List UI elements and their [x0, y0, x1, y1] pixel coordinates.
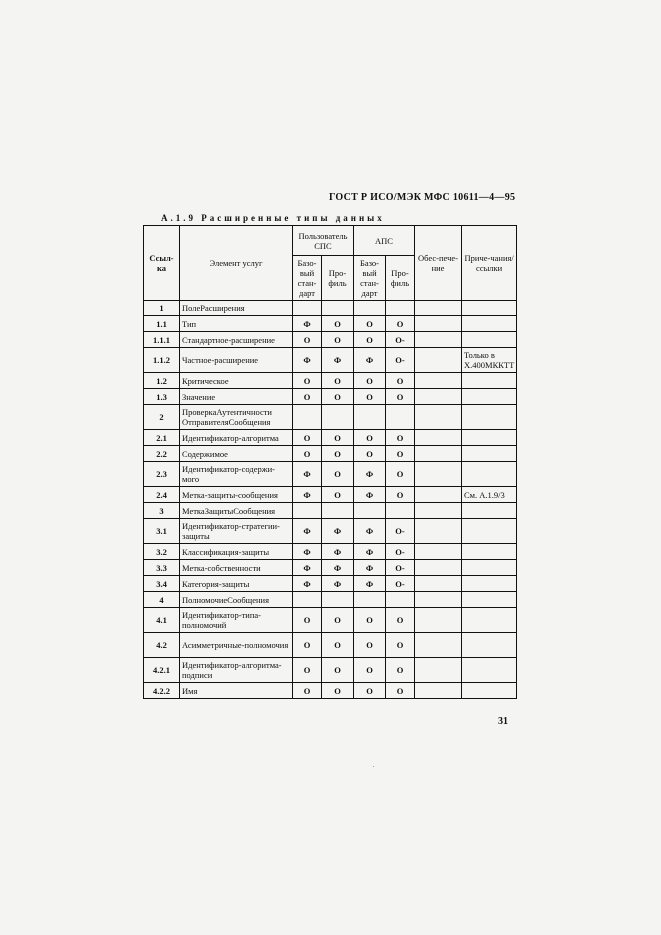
- user-base-cell: О: [293, 683, 322, 699]
- table-row: [144, 658, 517, 683]
- stray-mark: .: [373, 763, 375, 769]
- table-row: [144, 462, 517, 487]
- ans-base-cell: [354, 592, 386, 608]
- ans-profile-cell: О: [386, 633, 415, 658]
- user-profile-cell: Ф: [322, 576, 354, 592]
- table-row: [144, 633, 517, 658]
- support-cell: [415, 316, 462, 332]
- notes-cell: [462, 316, 517, 332]
- user-base-cell: Ф: [293, 544, 322, 560]
- support-cell: [415, 487, 462, 503]
- ref-cell: 1.3: [144, 389, 180, 405]
- ans-base-cell: [354, 405, 386, 430]
- ans-base-cell: Ф: [354, 544, 386, 560]
- table-row: [144, 544, 517, 560]
- notes-cell: [462, 446, 517, 462]
- services-table: [143, 225, 517, 699]
- element-cell: Идентификатор-алгоритма: [180, 430, 293, 446]
- support-cell: [415, 503, 462, 519]
- table-head: [144, 226, 517, 301]
- table-row: [144, 503, 517, 519]
- notes-cell: [462, 544, 517, 560]
- user-base-cell: Ф: [293, 348, 322, 373]
- ref-cell: 2.3: [144, 462, 180, 487]
- user-base-cell: О: [293, 430, 322, 446]
- user-profile-cell: [322, 503, 354, 519]
- user-base-cell: Ф: [293, 519, 322, 544]
- ref-cell: 4: [144, 592, 180, 608]
- ans-base-cell: Ф: [354, 560, 386, 576]
- user-profile-cell: [322, 301, 354, 316]
- user-base-cell: О: [293, 373, 322, 389]
- ref-cell: 1: [144, 301, 180, 316]
- user-profile-cell: Ф: [322, 544, 354, 560]
- support-cell: [415, 332, 462, 348]
- notes-cell: [462, 301, 517, 316]
- ref-cell: 2.2: [144, 446, 180, 462]
- support-cell: [415, 608, 462, 633]
- user-base-cell: О: [293, 446, 322, 462]
- element-cell: Критическое: [180, 373, 293, 389]
- user-profile-cell: О: [322, 633, 354, 658]
- support-cell: [415, 576, 462, 592]
- header-user-base: Базо-вый стан-дарт: [293, 256, 322, 301]
- ans-profile-cell: [386, 405, 415, 430]
- user-profile-cell: О: [322, 373, 354, 389]
- user-profile-cell: О: [322, 389, 354, 405]
- ans-profile-cell: [386, 301, 415, 316]
- user-base-cell: Ф: [293, 316, 322, 332]
- table-body: [144, 301, 517, 699]
- notes-cell: [462, 405, 517, 430]
- support-cell: [415, 633, 462, 658]
- ans-base-cell: Ф: [354, 348, 386, 373]
- user-profile-cell: О: [322, 462, 354, 487]
- ref-cell: 4.2: [144, 633, 180, 658]
- ref-cell: 1.1: [144, 316, 180, 332]
- user-profile-cell: [322, 405, 354, 430]
- ref-cell: 2.1: [144, 430, 180, 446]
- ans-base-cell: О: [354, 658, 386, 683]
- element-cell: МеткаЗащитыСообщения: [180, 503, 293, 519]
- element-cell: Имя: [180, 683, 293, 699]
- user-profile-cell: О: [322, 658, 354, 683]
- ans-base-cell: Ф: [354, 576, 386, 592]
- ans-base-cell: О: [354, 316, 386, 332]
- user-base-cell: О: [293, 633, 322, 658]
- header-support: Обес-пече-ние: [415, 226, 462, 301]
- ans-base-cell: Ф: [354, 462, 386, 487]
- user-profile-cell: О: [322, 608, 354, 633]
- user-base-cell: О: [293, 658, 322, 683]
- user-base-cell: [293, 301, 322, 316]
- ans-profile-cell: О: [386, 316, 415, 332]
- notes-cell: [462, 633, 517, 658]
- support-cell: [415, 389, 462, 405]
- element-cell: Идентификатор-стратегии-защиты: [180, 519, 293, 544]
- element-cell: Категория-защиты: [180, 576, 293, 592]
- notes-cell: [462, 560, 517, 576]
- table-row: [144, 446, 517, 462]
- ans-base-cell: О: [354, 430, 386, 446]
- ans-profile-cell: О: [386, 389, 415, 405]
- ref-cell: 1.1.1: [144, 332, 180, 348]
- ans-base-cell: О: [354, 373, 386, 389]
- ref-cell: 3.2: [144, 544, 180, 560]
- table-row: [144, 519, 517, 544]
- ans-profile-cell: О: [386, 683, 415, 699]
- element-cell: ПроверкаАутентичности ОтправителяСообщения: [180, 405, 293, 430]
- table-row: [144, 560, 517, 576]
- support-cell: [415, 405, 462, 430]
- ref-cell: 2: [144, 405, 180, 430]
- support-cell: [415, 373, 462, 389]
- table-row: [144, 683, 517, 699]
- element-cell: ПолеРасширения: [180, 301, 293, 316]
- notes-cell: [462, 430, 517, 446]
- ans-profile-cell: О: [386, 487, 415, 503]
- table-row: [144, 430, 517, 446]
- notes-cell: [462, 389, 517, 405]
- support-cell: [415, 446, 462, 462]
- notes-cell: [462, 608, 517, 633]
- element-cell: Идентификатор-алгоритма-подписи: [180, 658, 293, 683]
- ref-cell: 4.2.1: [144, 658, 180, 683]
- support-cell: [415, 348, 462, 373]
- ans-profile-cell: О-: [386, 332, 415, 348]
- ans-base-cell: Ф: [354, 487, 386, 503]
- user-profile-cell: Ф: [322, 348, 354, 373]
- header-ans-base: Базо-вый стан-дарт: [354, 256, 386, 301]
- ref-cell: 3.1: [144, 519, 180, 544]
- header-ans-profile: Про-филь: [386, 256, 415, 301]
- document-header: ГОСТ Р ИСО/МЭК МФС 10611—4—95: [329, 192, 516, 203]
- header-ans: АПС: [354, 226, 415, 256]
- user-base-cell: О: [293, 332, 322, 348]
- table-caption: А.1.9 Расширенные типы данных: [161, 213, 385, 223]
- table-row: [144, 373, 517, 389]
- notes-cell: [462, 592, 517, 608]
- element-cell: Асимметричные-полномочия: [180, 633, 293, 658]
- user-profile-cell: О: [322, 683, 354, 699]
- element-cell: Идентификатор-содержи-мого: [180, 462, 293, 487]
- header-ref: Ссыл-ка: [144, 226, 180, 301]
- element-cell: Значение: [180, 389, 293, 405]
- user-profile-cell: О: [322, 487, 354, 503]
- notes-cell: [462, 462, 517, 487]
- ref-cell: 3.4: [144, 576, 180, 592]
- ref-cell: 4.2.2: [144, 683, 180, 699]
- notes-cell: [462, 576, 517, 592]
- user-profile-cell: О: [322, 316, 354, 332]
- user-base-cell: О: [293, 608, 322, 633]
- ans-profile-cell: [386, 592, 415, 608]
- ref-cell: 4.1: [144, 608, 180, 633]
- support-cell: [415, 301, 462, 316]
- table-row: [144, 487, 517, 503]
- user-base-cell: Ф: [293, 487, 322, 503]
- table-row: [144, 348, 517, 373]
- ans-base-cell: О: [354, 446, 386, 462]
- support-cell: [415, 560, 462, 576]
- ans-base-cell: О: [354, 332, 386, 348]
- ans-profile-cell: О-: [386, 519, 415, 544]
- page-number: 31: [498, 716, 508, 727]
- table-row: [144, 608, 517, 633]
- notes-cell: Только в Х.400МККТТ: [462, 348, 517, 373]
- ans-base-cell: О: [354, 389, 386, 405]
- support-cell: [415, 683, 462, 699]
- user-profile-cell: О: [322, 332, 354, 348]
- notes-cell: [462, 503, 517, 519]
- ans-profile-cell: О-: [386, 544, 415, 560]
- ans-profile-cell: О: [386, 430, 415, 446]
- notes-cell: [462, 683, 517, 699]
- user-base-cell: [293, 592, 322, 608]
- ref-cell: 1.2: [144, 373, 180, 389]
- element-cell: Тип: [180, 316, 293, 332]
- ans-profile-cell: О: [386, 608, 415, 633]
- support-cell: [415, 430, 462, 446]
- header-element: Элемент услуг: [180, 226, 293, 301]
- support-cell: [415, 462, 462, 487]
- ref-cell: 3: [144, 503, 180, 519]
- ans-profile-cell: [386, 503, 415, 519]
- table-row: [144, 405, 517, 430]
- ans-base-cell: [354, 503, 386, 519]
- table-row: [144, 389, 517, 405]
- element-cell: ПолномочиеСообщения: [180, 592, 293, 608]
- notes-cell: [462, 658, 517, 683]
- support-cell: [415, 658, 462, 683]
- element-cell: Метка-собственности: [180, 560, 293, 576]
- user-base-cell: Ф: [293, 560, 322, 576]
- user-base-cell: [293, 503, 322, 519]
- element-cell: Классификация-защиты: [180, 544, 293, 560]
- ans-base-cell: [354, 301, 386, 316]
- ans-profile-cell: О-: [386, 560, 415, 576]
- ans-base-cell: О: [354, 683, 386, 699]
- ans-base-cell: Ф: [354, 519, 386, 544]
- notes-cell: См. А.1.9/3: [462, 487, 517, 503]
- element-cell: Частное-расширение: [180, 348, 293, 373]
- table-row: [144, 332, 517, 348]
- user-base-cell: О: [293, 389, 322, 405]
- notes-cell: [462, 373, 517, 389]
- header-user-profile: Про-филь: [322, 256, 354, 301]
- ans-profile-cell: О-: [386, 576, 415, 592]
- support-cell: [415, 544, 462, 560]
- ans-base-cell: О: [354, 633, 386, 658]
- element-cell: Стандартное-расширение: [180, 332, 293, 348]
- user-profile-cell: [322, 592, 354, 608]
- ref-cell: 1.1.2: [144, 348, 180, 373]
- ref-cell: 2.4: [144, 487, 180, 503]
- element-cell: Метка-защиты-сообщения: [180, 487, 293, 503]
- ans-base-cell: О: [354, 608, 386, 633]
- ans-profile-cell: О-: [386, 348, 415, 373]
- ans-profile-cell: О: [386, 462, 415, 487]
- header-user: Пользователь СПС: [293, 226, 354, 256]
- user-profile-cell: Ф: [322, 560, 354, 576]
- element-cell: Идентификатор-типа-полномочий: [180, 608, 293, 633]
- notes-cell: [462, 519, 517, 544]
- ans-profile-cell: О: [386, 446, 415, 462]
- user-base-cell: Ф: [293, 576, 322, 592]
- ans-profile-cell: О: [386, 658, 415, 683]
- table-row: [144, 301, 517, 316]
- notes-cell: [462, 332, 517, 348]
- support-cell: [415, 519, 462, 544]
- header-notes: Приче-чания/ ссылки: [462, 226, 517, 301]
- table-row: [144, 576, 517, 592]
- table-row: [144, 592, 517, 608]
- user-base-cell: Ф: [293, 462, 322, 487]
- ref-cell: 3.3: [144, 560, 180, 576]
- ans-profile-cell: О: [386, 373, 415, 389]
- user-profile-cell: О: [322, 430, 354, 446]
- table-row: [144, 316, 517, 332]
- support-cell: [415, 592, 462, 608]
- user-profile-cell: Ф: [322, 519, 354, 544]
- user-base-cell: [293, 405, 322, 430]
- element-cell: Содержимое: [180, 446, 293, 462]
- user-profile-cell: О: [322, 446, 354, 462]
